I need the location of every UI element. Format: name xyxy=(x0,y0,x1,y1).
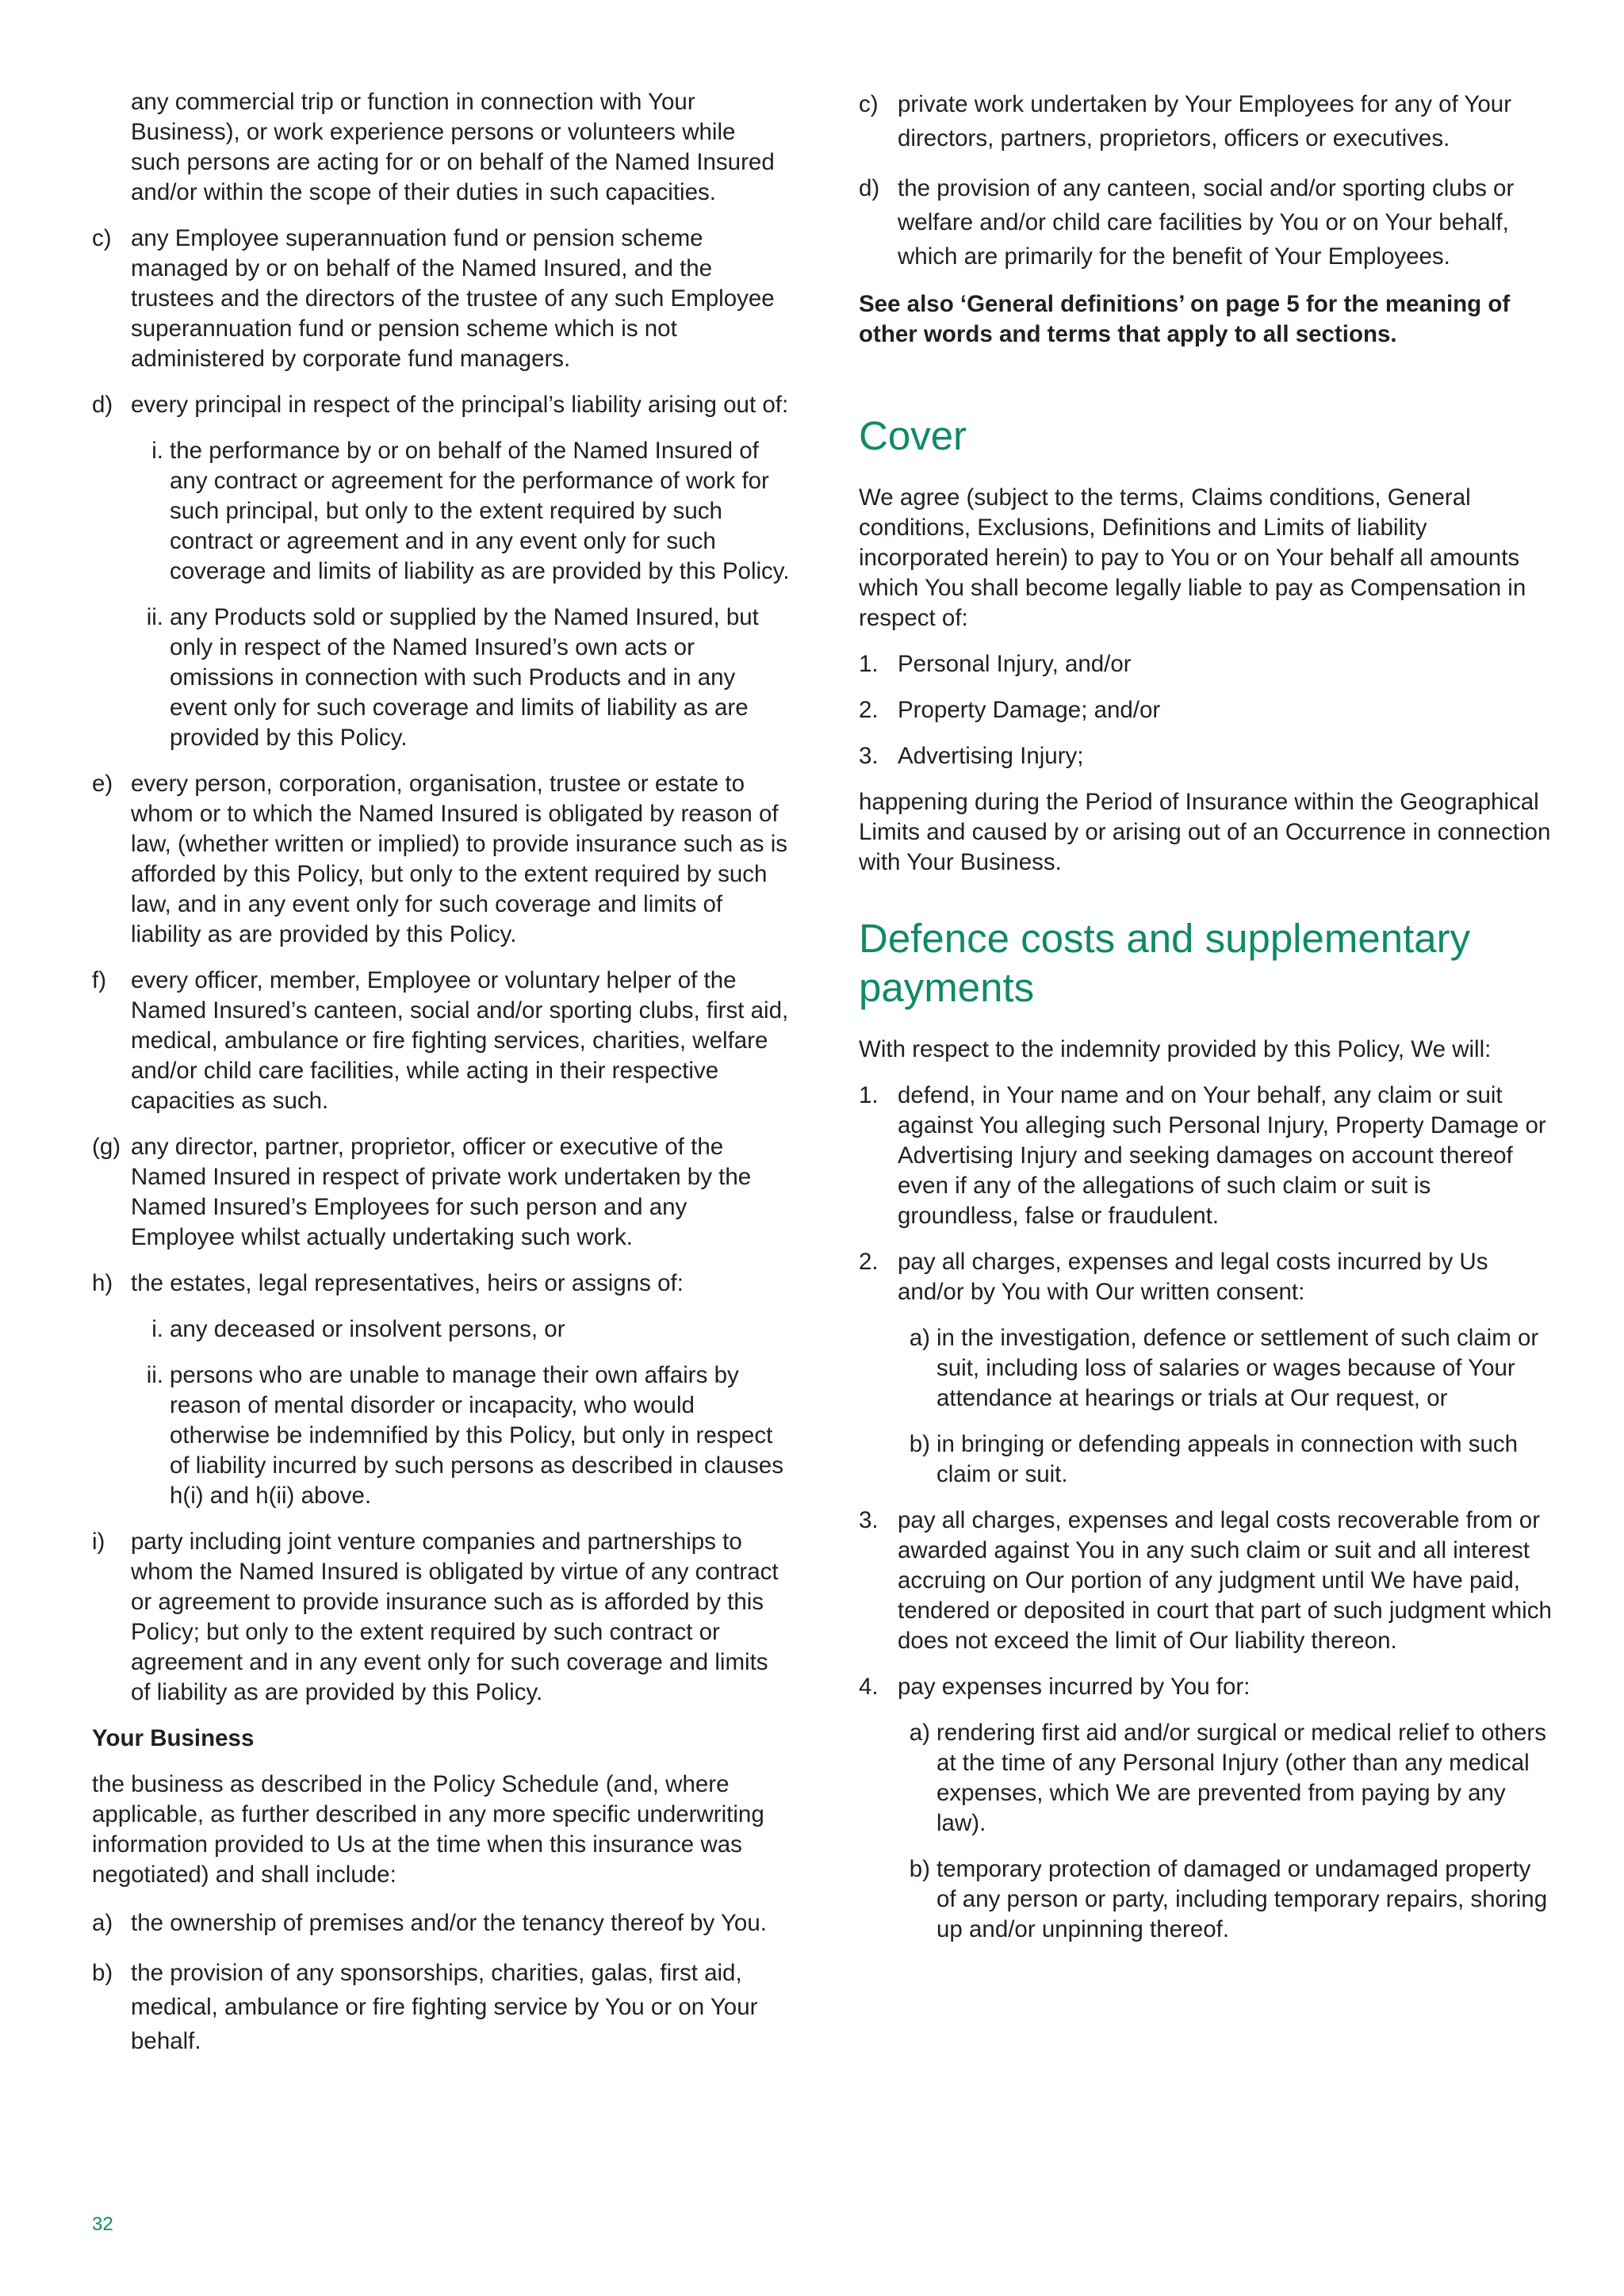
cover-heading: Cover xyxy=(859,413,967,458)
defence-item-3 xyxy=(859,1506,1557,1656)
list-item-i xyxy=(92,1527,790,1708)
item-label: 2. xyxy=(859,697,879,723)
sub-item-a xyxy=(898,1718,1557,1839)
item-label: 3. xyxy=(859,743,879,769)
left-column xyxy=(92,87,790,2074)
item-text: pay expenses incurred by You for: xyxy=(898,1674,1251,1700)
sub-item-b xyxy=(898,1854,1557,1945)
page-number: 32 xyxy=(92,2214,113,2235)
list-item-c xyxy=(92,224,790,374)
item-text: every officer, member, Employee or voluntary helper of the Named Insured’s canteen, social and/or sporting clubs, first aid, medical, ambulance or fire fighting services, charities, welfare and/or child care facilities, while acting in their respective capacities as such. xyxy=(131,967,789,1114)
d-sublist xyxy=(131,436,790,753)
cover-item-1 xyxy=(859,649,1557,679)
see-also-note: See also ‘General definitions’ on page 5 for the meaning of other words and terms that apply to all sections. xyxy=(859,291,1511,347)
item-label: 4. xyxy=(859,1674,879,1700)
item-text: the provision of any canteen, social and/or sporting clubs or welfare and/or child care facilities by You or on Your behalf, which are primarily for the benefit of Your Employees. xyxy=(898,175,1515,270)
defence-item-1 xyxy=(859,1081,1557,1231)
item-label: e) xyxy=(92,771,113,797)
item-label: ii. xyxy=(146,604,163,630)
sub-item-i xyxy=(131,436,790,587)
cover-item-3 xyxy=(859,741,1557,771)
item-label: a) xyxy=(909,1720,930,1746)
item-text: every principal in respect of the principal’s liability arising out of: xyxy=(131,392,789,418)
your-business-text: the business as described in the Policy Schedule (and, where applicable, as further described in any more specific underwriting information provided to Us at the time when this insurance was negotiated) and shall include: xyxy=(92,1771,764,1888)
item-label: h) xyxy=(92,1270,113,1296)
item-text: any Products sold or supplied by the Named Insured, but only in respect of the Named Insured’s own acts or omissions in connection with such Products and in any event only for such coverage and limits of liability as are provided by this Policy. xyxy=(170,604,759,751)
list-item-f xyxy=(92,966,790,1116)
item-label: i. xyxy=(151,1316,163,1342)
defence-2-sublist xyxy=(898,1323,1557,1490)
item-label: 2. xyxy=(859,1249,879,1275)
item-label: b) xyxy=(92,1960,113,1986)
defence-item-2 xyxy=(859,1247,1557,1307)
item-label: a) xyxy=(92,1910,113,1936)
h-sublist xyxy=(131,1314,790,1511)
item-label: i. xyxy=(151,438,163,464)
cover-item-2 xyxy=(859,695,1557,725)
right-column xyxy=(859,87,1557,1961)
business-item-a xyxy=(92,1906,790,1940)
business-item-c xyxy=(859,87,1557,155)
business-item-d xyxy=(859,171,1557,274)
item-text: pay all charges, expenses and legal costs recoverable from or awarded against You in any such claim or suit and all interest accruing on Our portion of any judgment until We have paid, tendered or deposited in court that part of such judgment which does not exceed the limit of Our liability thereon. xyxy=(898,1507,1552,1654)
item-text: any Employee superannuation fund or pension scheme managed by or on behalf of the Named Insured, and the trustees and the directors of the trustee of any such Employee superannuation fund or pension scheme which is not administered by corporate fund managers. xyxy=(131,225,775,372)
item-text: in bringing or defending appeals in connection with such claim or suit. xyxy=(936,1431,1519,1487)
list-item-d xyxy=(92,390,790,420)
item-label: c) xyxy=(92,225,112,251)
list-item-g xyxy=(92,1132,790,1253)
defence-intro: With respect to the indemnity provided by this Policy, We will: xyxy=(859,1036,1492,1062)
cover-text: We agree (subject to the terms, Claims conditions, General conditions, Exclusions, Definitions and Limits of liability incorporated herein) to pay to You or on Your behalf all amounts which You shall become legally liable to pay as Compensation in respect of: xyxy=(859,484,1526,631)
item-text: private work undertaken by Your Employees for any of Your directors, partners, proprietors, officers or executives. xyxy=(898,91,1512,151)
item-label: d) xyxy=(859,175,880,201)
item-label: 1. xyxy=(859,1082,879,1108)
item-text: Advertising Injury; xyxy=(898,743,1084,769)
sub-item-ii xyxy=(131,1360,790,1511)
sub-item-b xyxy=(898,1429,1557,1490)
item-label: (g) xyxy=(92,1134,121,1160)
item-label: a) xyxy=(909,1325,930,1351)
defence-heading: Defence costs and supplementary payments xyxy=(859,916,1471,1010)
item-text: pay all charges, expenses and legal costs incurred by Us and/or by You with Our written consent: xyxy=(898,1249,1488,1305)
list-item-h xyxy=(92,1269,790,1299)
item-text: Property Damage; and/or xyxy=(898,697,1161,723)
item-label: b) xyxy=(909,1856,930,1882)
intro-continuation: any commercial trip or function in connection with Your Business), or work experience persons or volunteers while such persons are acting for or on behalf of the Named Insured and/or within the scope of their duties in such capacities. xyxy=(131,89,775,205)
item-label: b) xyxy=(909,1431,930,1457)
item-text: persons who are unable to manage their own affairs by reason of mental disorder or incapacity, who would otherwise be indemnified by this Policy, but only in respect of liability incurred by such persons as described in clauses h(i) and h(ii) above. xyxy=(170,1362,783,1509)
item-label: ii. xyxy=(146,1362,163,1388)
cover-tail: happening during the Period of Insurance within the Geographical Limits and caused by or arising out of an Occurrence in connection with Your Business. xyxy=(859,789,1551,875)
item-text: party including joint venture companies and partnerships to whom the Named Insured is obligated by virtue of any contract or agreement to provide insurance such as is afforded by this Policy; but only to the extent required by such contract or agreement and in any event only for such coverage and limits of liability as are provided by this Policy. xyxy=(131,1529,779,1705)
sub-item-a xyxy=(898,1323,1557,1414)
item-label: 3. xyxy=(859,1507,879,1533)
defence-4-sublist xyxy=(898,1718,1557,1945)
item-text: any director, partner, proprietor, officer or executive of the Named Insured in respect of private work undertaken by the Named Insured’s Employees for such person and any Employee whilst actually undertaking such work. xyxy=(131,1134,752,1250)
defence-item-4 xyxy=(859,1672,1557,1702)
sub-item-ii xyxy=(131,603,790,753)
item-text: the performance by or on behalf of the Named Insured of any contract or agreement for the performance of work for such principal, but only to the extent required by such contract or agreement and in any event only for such coverage and limits of liability as are provided by this Policy. xyxy=(170,438,790,584)
item-label: d) xyxy=(92,392,113,418)
item-text: rendering first aid and/or surgical or medical relief to others at the time of any Personal Injury (other than any medical expenses, which We are prevented from paying by any law). xyxy=(936,1720,1547,1836)
item-text: any deceased or insolvent persons, or xyxy=(170,1316,565,1342)
item-text: the estates, legal representatives, heirs or assigns of: xyxy=(131,1270,684,1296)
item-text: Personal Injury, and/or xyxy=(898,651,1132,677)
item-label: i) xyxy=(92,1529,105,1555)
item-label: 1. xyxy=(859,651,879,677)
item-label: c) xyxy=(859,91,879,117)
item-text: every person, corporation, organisation, trustee or estate to whom or to which the Named Insured is obligated by reason of law, (whether written or implied) to provide insurance such as is afforded by this Policy, but only to the extent required by such law, and in any event only for such coverage and limits of liability as are provided by this Policy. xyxy=(131,771,788,947)
item-text: the ownership of premises and/or the tenancy thereof by You. xyxy=(131,1910,767,1936)
item-text: in the investigation, defence or settlement of such claim or suit, including loss of salaries or wages because of Your attendance at hearings or trials at Our request, or xyxy=(936,1325,1539,1411)
your-business-heading: Your Business xyxy=(92,1725,255,1751)
item-text: defend, in Your name and on Your behalf, any claim or suit against You alleging such Personal Injury, Property Damage or Advertising Injury and seeking damages on account thereof even if any of the allegations of such claim or suit is groundless, false or fraudulent. xyxy=(898,1082,1546,1229)
item-text: the provision of any sponsorships, charities, galas, first aid, medical, ambulance or fire fighting service by You or on Your behalf. xyxy=(131,1960,758,2054)
list-item-e xyxy=(92,769,790,950)
sub-item-i xyxy=(131,1314,790,1345)
item-label: f) xyxy=(92,967,107,993)
item-text: temporary protection of damaged or undamaged property of any person or party, including temporary repairs, shoring up and/or unpinning thereof. xyxy=(936,1856,1548,1942)
business-item-b xyxy=(92,1956,790,2058)
